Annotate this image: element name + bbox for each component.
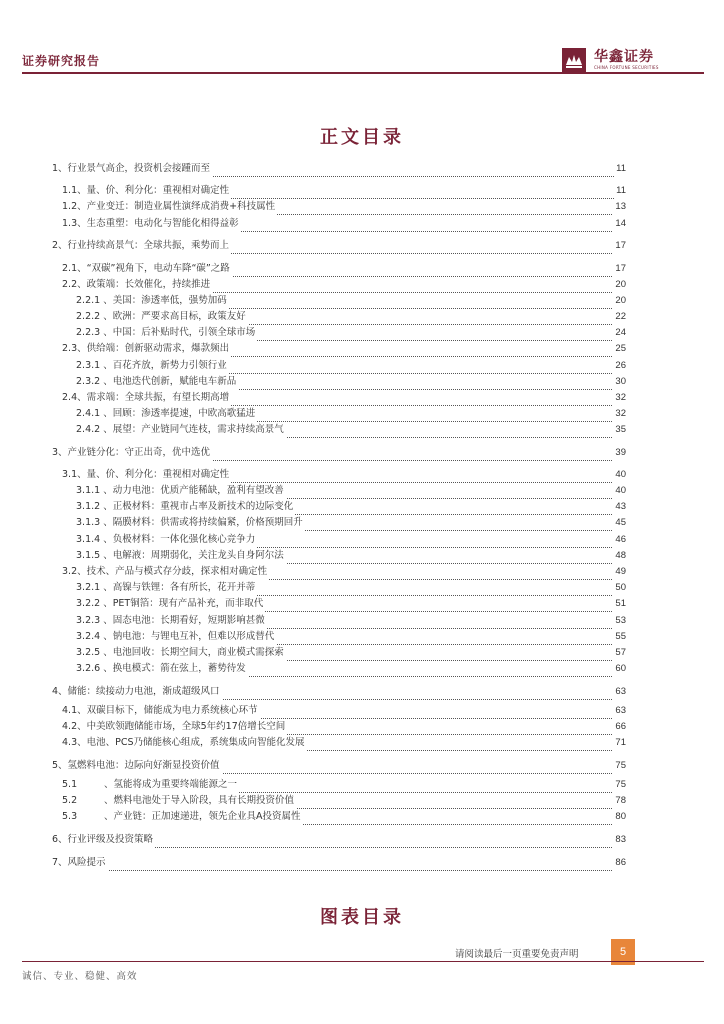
toc-entry-number: 1.2、: [62, 201, 87, 212]
figures-heading: 图表目录: [320, 907, 404, 928]
toc-entry-page: 48: [613, 548, 626, 564]
toc-entry-page: 71: [613, 735, 626, 751]
toc-entry-page: 60: [613, 661, 626, 677]
toc-entry-label: “双碳”视角下，电动车降“碳”之路: [86, 263, 230, 274]
toc-entry-label: 、氢能将成为重要终端能源之一: [104, 779, 238, 790]
toc-entry-page: 75: [613, 777, 626, 793]
toc-entry[interactable]: [76, 613, 626, 629]
toc-entry-title: [76, 629, 276, 645]
toc-entry[interactable]: [76, 596, 626, 612]
toc-entry-page: 24: [613, 325, 626, 341]
toc-entry[interactable]: [76, 548, 626, 564]
toc-entry[interactable]: [76, 661, 626, 677]
toc-entry-title: [76, 548, 286, 564]
toc-entry-label: 电池迭代创新，赋能电车新品: [112, 376, 237, 387]
toc-entry-page: 51: [613, 596, 626, 612]
toc-entry-page: 13: [613, 199, 626, 215]
toc-entry-number: 7、: [52, 857, 68, 868]
toc-entry-title: [52, 758, 222, 774]
toc-entry[interactable]: [76, 293, 626, 309]
toc-entry-title: [76, 293, 229, 309]
toc-entry-title: [76, 613, 267, 629]
toc-heading: 正文目录: [320, 127, 404, 148]
toc-entry-number: 5.2: [62, 795, 78, 806]
toc-entry-page: 30: [613, 374, 626, 390]
toc-entry[interactable]: [62, 261, 626, 277]
toc-entry[interactable]: [76, 645, 626, 661]
toc-entry-label: 行业持续高景气：全球共振，乘势而上: [67, 240, 230, 251]
toc-entry-number: 3.2.5 、: [76, 647, 113, 658]
toc-entry-title: [62, 277, 212, 293]
toc-entry[interactable]: [52, 855, 626, 871]
toc-entry-label: 、产业链：正加速递进，领先企业具A投资属性: [104, 811, 301, 822]
toc-entry-label: 百花齐放，新势力引领行业: [112, 360, 227, 371]
report-type-label: 证券研究报告: [22, 54, 101, 68]
toc-entry-number: 2.1、: [62, 263, 87, 274]
toc-entry-title: [76, 309, 248, 325]
toc-entry-number: 2.4.1 、: [76, 408, 113, 419]
toc-entry[interactable]: [76, 422, 626, 438]
toc-entry[interactable]: [52, 238, 626, 254]
toc-entry-title: [76, 499, 295, 515]
toc-entry-number: 3.2.4 、: [76, 631, 113, 642]
toc-entry-number: 4.3、: [62, 737, 87, 748]
toc-entry-label: 风险提示: [67, 857, 106, 868]
toc-entry-number: 3.1.1 、: [76, 485, 113, 496]
toc-entry-title: [62, 341, 231, 357]
toc-entry-page: 50: [613, 580, 626, 596]
toc-entry-number: 2.2.2 、: [76, 311, 113, 322]
toc-entry-label: 中国：后补贴时代，引领全球市场: [112, 327, 256, 338]
toc-entry-number: 1.1、: [62, 185, 87, 196]
toc-entry-page: 14: [613, 216, 626, 232]
toc-entry-title: [62, 390, 231, 406]
toc-entry-page: 66: [613, 719, 626, 735]
toc-entry-title: [76, 406, 257, 422]
toc-entry-page: 53: [613, 613, 626, 629]
toc-entry-title: [62, 199, 277, 215]
toc-entry-title: [62, 735, 307, 751]
toc-entry-page: 17: [613, 261, 626, 277]
toc-entry-label: 钠电池：与锂电互补，但难以形成替代: [112, 631, 275, 642]
toc-entry-title: [76, 645, 286, 661]
toc-entry-label: 负极材料：一体化强化核心竞争力: [112, 534, 256, 545]
toc-entry-page: 35: [613, 422, 626, 438]
logo-english-name: CHINA FORTUNE SECURITIES: [594, 65, 659, 70]
toc-entry-label: 氢燃料电池：边际向好渐显投资价值: [67, 760, 220, 771]
toc-entry-title: [52, 445, 212, 461]
toc-entry-label: 动力电池：优质产能稀缺，盈利有望改善: [112, 485, 284, 496]
toc-entry-label: 回顾：渗透率提速，中欧高歌猛进: [112, 408, 256, 419]
toc-entry-label: 需求端：全球共振，有望长期高增: [86, 392, 230, 403]
toc-entry-label: 正极材料：重视市占率及新技术的边际变化: [112, 501, 294, 512]
toc-entry-title: [52, 684, 222, 700]
toc-entry-title: [62, 261, 232, 277]
toc-entry-page: 32: [613, 390, 626, 406]
toc-entry-number: 3.2.2 、: [76, 598, 113, 609]
header-divider: [22, 72, 704, 74]
toc-entry[interactable]: [76, 358, 626, 374]
toc-entry-label: 中美欧领跑储能市场，全球5年约17倍增长空间: [86, 721, 286, 732]
toc-entry-number: 2、: [52, 240, 68, 251]
toc-entry-title: [76, 515, 305, 531]
toc-entry-number: 4.2、: [62, 721, 87, 732]
toc-entry-label: 换电模式：箭在弦上，蓄势待发: [112, 663, 246, 674]
toc-entry-label: 隔膜材料：供需或将持续偏紧，价格预期回升: [112, 517, 303, 528]
toc-entry[interactable]: [62, 199, 626, 215]
toc-entry-label: 电池、PCS乃储能核心组成，系统集成向智能化发展: [86, 737, 305, 748]
toc-entry-title: [62, 564, 269, 580]
toc-entry-title: [62, 809, 303, 825]
toc-entry-number: 1.3、: [62, 218, 87, 229]
toc-entry-page: 20: [613, 277, 626, 293]
toc-entry[interactable]: [76, 629, 626, 645]
toc-entry-title: [52, 161, 212, 177]
toc-entry-page: 11: [614, 161, 626, 177]
disclaimer-note: 请阅读最后一页重要免责声明: [455, 949, 579, 960]
toc-entry[interactable]: [76, 483, 626, 499]
toc-entry-title: [62, 216, 241, 232]
toc-entry-number: 3.2.3 、: [76, 615, 113, 626]
company-slogan: 诚信、专业、稳健、高效: [22, 971, 138, 982]
toc-entry-label: 行业评级及投资策略: [67, 834, 154, 845]
toc-entry-number: 2.2.3 、: [76, 327, 113, 338]
toc-entry-number: 3.2.6 、: [76, 663, 113, 674]
toc-entry[interactable]: [62, 390, 626, 406]
toc-entry-label: 美国：渗透率低，强势加码: [112, 295, 227, 306]
toc-entry-page: 86: [613, 855, 626, 871]
toc-entry-number: 3.2.1 、: [76, 582, 113, 593]
toc-entry[interactable]: [62, 777, 626, 793]
toc-entry-title: [62, 467, 231, 483]
toc-entry-number: 5.1: [62, 779, 78, 790]
toc-entry-number: 2.3、: [62, 343, 87, 354]
toc-entry-page: 40: [613, 483, 626, 499]
toc-entry-page: 63: [613, 684, 626, 700]
toc-entry-label: 政策端：长效催化，持续推进: [86, 279, 211, 290]
toc-entry-page: 17: [613, 238, 626, 254]
toc-entry-page: 26: [613, 358, 626, 374]
toc-entry-page: 22: [613, 309, 626, 325]
toc-entry-number: 2.2.1 、: [76, 295, 113, 306]
toc-entry[interactable]: [76, 325, 626, 341]
toc-entry-number: 3.1.5 、: [76, 550, 113, 561]
toc-entry-page: 43: [613, 499, 626, 515]
toc-entry-page: 20: [613, 293, 626, 309]
toc-entry-label: 行业景气高企，投资机会接踵而至: [67, 163, 211, 174]
toc-entry[interactable]: [62, 216, 626, 232]
toc-entry-number: 2.2、: [62, 279, 87, 290]
toc-entry[interactable]: [52, 758, 626, 774]
toc-entry[interactable]: [62, 719, 626, 735]
toc-entry-label: 生态重塑：电动化与智能化相得益彰: [86, 218, 239, 229]
toc-entry-label: 量、价、利分化：重视相对确定性: [86, 185, 230, 196]
toc-entry-page: 55: [613, 629, 626, 645]
toc-entry-label: 双碳目标下，储能成为电力系统核心环节: [86, 705, 258, 716]
toc-entry[interactable]: [76, 309, 626, 325]
toc-entry-page: 80: [613, 809, 626, 825]
toc-entry-page: 39: [613, 445, 626, 461]
toc-entry-number: 3、: [52, 447, 68, 458]
toc-entry-label: 储能：续接动力电池，渐成超级风口: [67, 686, 220, 697]
toc-entry[interactable]: [62, 703, 626, 719]
toc-entry-title: [76, 422, 286, 438]
toc-entry[interactable]: [52, 445, 626, 461]
toc-entry-label: 展望：产业链同气连枝，需求持续高景气: [112, 424, 284, 435]
toc-entry-page: 32: [613, 406, 626, 422]
toc-entry[interactable]: [52, 832, 626, 848]
toc-entry-page: 49: [613, 564, 626, 580]
page-number-badge: 5: [611, 939, 635, 965]
toc-entry-label: 产业变迁：制造业属性演绎成消费+科技属性: [86, 201, 276, 212]
toc-entry-number: 3.1.3 、: [76, 517, 113, 528]
toc-entry[interactable]: [62, 341, 626, 357]
toc-entry-number: 3.1、: [62, 469, 87, 480]
toc-entry-page: 45: [613, 515, 626, 531]
toc-entry-number: 5.3: [62, 811, 78, 822]
toc-entry-number: 3.1.2 、: [76, 501, 113, 512]
toc-entry-title: [76, 532, 257, 548]
toc-entry[interactable]: [62, 564, 626, 580]
toc-entry-label: 供给端：创新驱动需求，爆款频出: [86, 343, 230, 354]
toc-entry[interactable]: [62, 809, 626, 825]
toc-entry-title: [76, 325, 257, 341]
toc-entry-number: 4、: [52, 686, 68, 697]
toc-entry-title: [76, 483, 286, 499]
toc-entry-number: 3.1.4 、: [76, 534, 113, 545]
toc-entry-label: 技术、产品与模式存分歧，探求相对确定性: [86, 566, 268, 577]
toc-entry[interactable]: [62, 183, 626, 199]
toc-entry-label: 固态电池：长期看好，短期影响甚微: [112, 615, 265, 626]
toc-entry-label: 电池回收：长期空间大，商业模式需探索: [112, 647, 284, 658]
toc-entry-title: [62, 719, 287, 735]
toc-entry[interactable]: [62, 793, 626, 809]
toc-entry-number: 2.3.1 、: [76, 360, 113, 371]
toc-entry-title: [62, 793, 296, 809]
toc-entry-page: 11: [614, 183, 626, 199]
toc-entry-title: [52, 855, 108, 871]
toc-entry-title: [76, 374, 238, 390]
toc-entry-label: 高镍与铁锂：各有所长，花开并蒂: [112, 582, 256, 593]
toc-entry-title: [62, 183, 231, 199]
toc-entry-page: 83: [613, 832, 626, 848]
toc-entry-page: 78: [613, 793, 626, 809]
toc-entry-label: 产业链分化：守正出奇，优中选优: [67, 447, 211, 458]
toc-entry-number: 4.1、: [62, 705, 87, 716]
toc-entry-title: [52, 238, 231, 254]
toc-entry[interactable]: [76, 532, 626, 548]
toc-entry-number: 6、: [52, 834, 68, 845]
toc-entry-label: 电解液：周期弱化，关注龙头自身阿尔法: [112, 550, 284, 561]
toc-entry-number: 2.3.2 、: [76, 376, 113, 387]
toc-entry-title: [62, 703, 260, 719]
toc-entry-label: PET铜箔：现有产品补充，而非取代: [112, 598, 264, 609]
toc-entry[interactable]: [62, 467, 626, 483]
toc-entry-label: 量、价、利分化：重视相对确定性: [86, 469, 230, 480]
toc-entry-label: 欧洲：严要求高目标，政策友好: [112, 311, 246, 322]
toc-entry-number: 1、: [52, 163, 68, 174]
toc-entry-title: [76, 358, 229, 374]
toc-entry-page: 40: [613, 467, 626, 483]
toc-entry[interactable]: [62, 735, 626, 751]
toc-entry[interactable]: [76, 580, 626, 596]
toc-entry[interactable]: [52, 684, 626, 700]
toc-entry[interactable]: [76, 499, 626, 515]
toc-entry-title: [52, 832, 155, 848]
toc-entry-page: 63: [613, 703, 626, 719]
toc-entry-title: [76, 661, 248, 677]
toc-entry-number: 3.2、: [62, 566, 87, 577]
toc-entry[interactable]: [76, 515, 626, 531]
toc-entry-page: 75: [613, 758, 626, 774]
toc-entry[interactable]: [52, 161, 626, 177]
toc-entry-title: [76, 580, 257, 596]
logo-mark-icon: [562, 48, 586, 72]
toc-entry[interactable]: [76, 374, 626, 390]
toc-entry-number: 2.4.2 、: [76, 424, 113, 435]
footer-divider: [22, 961, 704, 962]
toc-entry[interactable]: [76, 406, 626, 422]
logo-chinese-name: 华鑫证券: [594, 49, 654, 65]
toc-entry-page: 57: [613, 645, 626, 661]
toc-entry-number: 5、: [52, 760, 68, 771]
toc-entry-page: 46: [613, 532, 626, 548]
toc-entry-title: [62, 777, 239, 793]
toc-entry-label: 、燃料电池处于导入阶段，具有长期投资价值: [104, 795, 295, 806]
toc-entry-page: 25: [613, 341, 626, 357]
toc-entry[interactable]: [62, 277, 626, 293]
toc-entry-title: [76, 596, 265, 612]
toc-entry-number: 2.4、: [62, 392, 87, 403]
